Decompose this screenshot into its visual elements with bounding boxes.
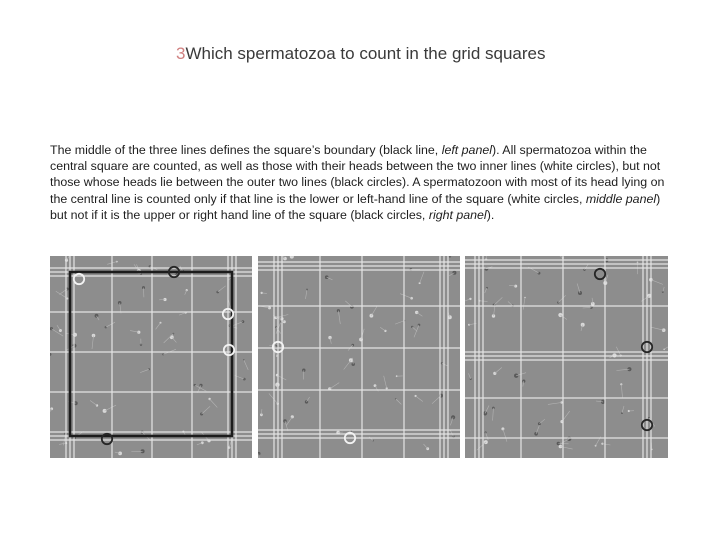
sperm-cell-head	[201, 441, 204, 444]
sperm-cell-tail	[180, 266, 183, 272]
right-panel-micrograph	[465, 256, 668, 458]
sperm-cell-tail	[621, 384, 622, 397]
sperm-cell-head	[469, 298, 471, 300]
sperm-cell-head	[95, 314, 99, 318]
sperm-cell-tail	[50, 409, 52, 420]
sperm-cell-tail	[416, 396, 423, 402]
sperm-cell-tail	[486, 433, 489, 441]
sperm-cell-tail	[523, 298, 525, 310]
sperm-cell-head	[370, 314, 374, 318]
sperm-cell-tail	[508, 302, 513, 306]
sperm-cell-tail	[105, 405, 116, 411]
slide-title	[176, 44, 656, 64]
caption-text-3: ) but not if it is the upper or right hand line of the square (black circles,	[50, 191, 661, 222]
sperm-cell-head	[59, 329, 62, 332]
sperm-cell-tail	[92, 336, 94, 350]
sperm-cell-tail	[286, 417, 292, 426]
sperm-cell-tail	[338, 311, 340, 324]
sperm-cell-tail	[59, 443, 66, 444]
sperm-cell-tail	[417, 312, 423, 316]
sperm-cell-tail	[548, 403, 562, 405]
caption-emphasis-right-panel: right panel	[428, 207, 487, 222]
caption-text-1: The middle of the three lines defines the square’s boundary (black line,	[50, 143, 442, 157]
right-panel-grid	[465, 256, 668, 458]
title-number-fragment: 3	[176, 44, 186, 63]
sperm-cell-tail	[622, 406, 624, 413]
sperm-cell-tail	[400, 294, 412, 299]
sperm-cell-tail	[202, 406, 211, 414]
sperm-cell-tail	[554, 256, 563, 258]
left-panel-grid	[50, 256, 252, 458]
sperm-cell-tail	[450, 430, 454, 437]
sperm-cell-tail	[494, 297, 502, 305]
sperm-cell-tail	[140, 369, 149, 372]
counted-white-circle	[74, 274, 84, 284]
sperm-cell-tail	[244, 360, 248, 370]
sperm-cell-head	[452, 271, 456, 275]
sperm-cell-tail	[179, 313, 186, 315]
sperm-cell-tail	[616, 347, 620, 356]
sperm-cell-head	[50, 353, 51, 356]
sperm-cell-head	[451, 415, 455, 419]
caption-emphasis-middle-panel: middle panel	[585, 191, 657, 206]
sperm-cell-tail	[503, 429, 507, 442]
sperm-cell-tail	[477, 442, 486, 450]
sperm-cell-tail	[396, 399, 402, 405]
sperm-cell-tail	[424, 444, 428, 449]
excluded-black-circle	[595, 269, 605, 279]
sperm-cell-tail	[172, 337, 177, 342]
sperm-cell-tail	[651, 280, 663, 285]
caption-paragraph	[50, 142, 665, 223]
sperm-cell-tail	[465, 299, 470, 301]
sperm-cell-tail	[330, 383, 340, 389]
sperm-cell-head	[501, 427, 504, 430]
sperm-cell-head	[567, 437, 571, 441]
sperm-cell-tail	[663, 287, 664, 292]
sperm-cell-tail	[495, 368, 502, 374]
left-panel-micrograph	[50, 256, 252, 458]
sperm-cell-tail	[652, 327, 664, 330]
sperm-cell-tail	[218, 286, 226, 292]
sperm-cell-head	[538, 272, 541, 275]
sperm-cell-tail	[90, 401, 97, 406]
sperm-cell-tail	[561, 439, 570, 444]
sperm-cell-tail	[57, 325, 60, 330]
sperm-cell-tail	[558, 295, 566, 302]
caption-text-2: ). All spermatozoa within the central square are counted, as well as those with their heads between the two inner lines (white circles), but not those whose heads lie between the outer two lines (black circles). A spermatozoon with most of its head lying on the central line is counted only if that line is the lower or left-hand line of the square (white circles,	[50, 143, 665, 206]
sperm-cell-tail	[344, 360, 351, 369]
sperm-cell-tail	[185, 290, 187, 295]
sperm-cell-tail	[395, 321, 404, 325]
sperm-cell-tail	[420, 272, 424, 283]
sperm-cell-tail	[210, 399, 218, 407]
sperm-cell-tail	[380, 327, 385, 331]
caption-text-4: ).	[486, 207, 495, 222]
sperm-cell-tail	[384, 376, 387, 389]
sperm-cell-tail	[106, 322, 115, 327]
sperm-cell-tail	[469, 373, 471, 379]
sperm-cell-tail	[560, 315, 567, 320]
sperm-cell-tail	[493, 408, 494, 421]
sperm-cell-tail	[269, 393, 278, 403]
sperm-cell-tail	[602, 444, 610, 445]
square-boundary-black-line	[70, 272, 232, 436]
middle-panel-grid	[258, 256, 460, 458]
sperm-cell-tail	[539, 419, 545, 424]
sperm-cell-tail	[485, 288, 487, 293]
sperm-cell-tail	[371, 306, 377, 316]
sperm-cell-head	[612, 353, 616, 357]
sperm-cell-tail	[306, 290, 308, 299]
sperm-cell-head	[441, 362, 443, 364]
sperm-cell-tail	[307, 397, 310, 402]
sperm-cell-tail	[485, 406, 489, 414]
middle-panel-micrograph	[258, 256, 460, 458]
caption-emphasis-left-panel: left panel	[441, 143, 492, 157]
title-text: Which spermatozoa to count in the grid squares	[185, 44, 546, 63]
sperm-cell-tail	[664, 343, 668, 349]
sperm-cell-head	[410, 297, 413, 300]
sperm-cell-tail	[156, 323, 161, 330]
sperm-cell-tail	[560, 447, 572, 450]
sperm-cell-tail	[412, 327, 417, 331]
sperm-cell-head	[258, 452, 261, 455]
sperm-cell-head	[105, 326, 107, 328]
